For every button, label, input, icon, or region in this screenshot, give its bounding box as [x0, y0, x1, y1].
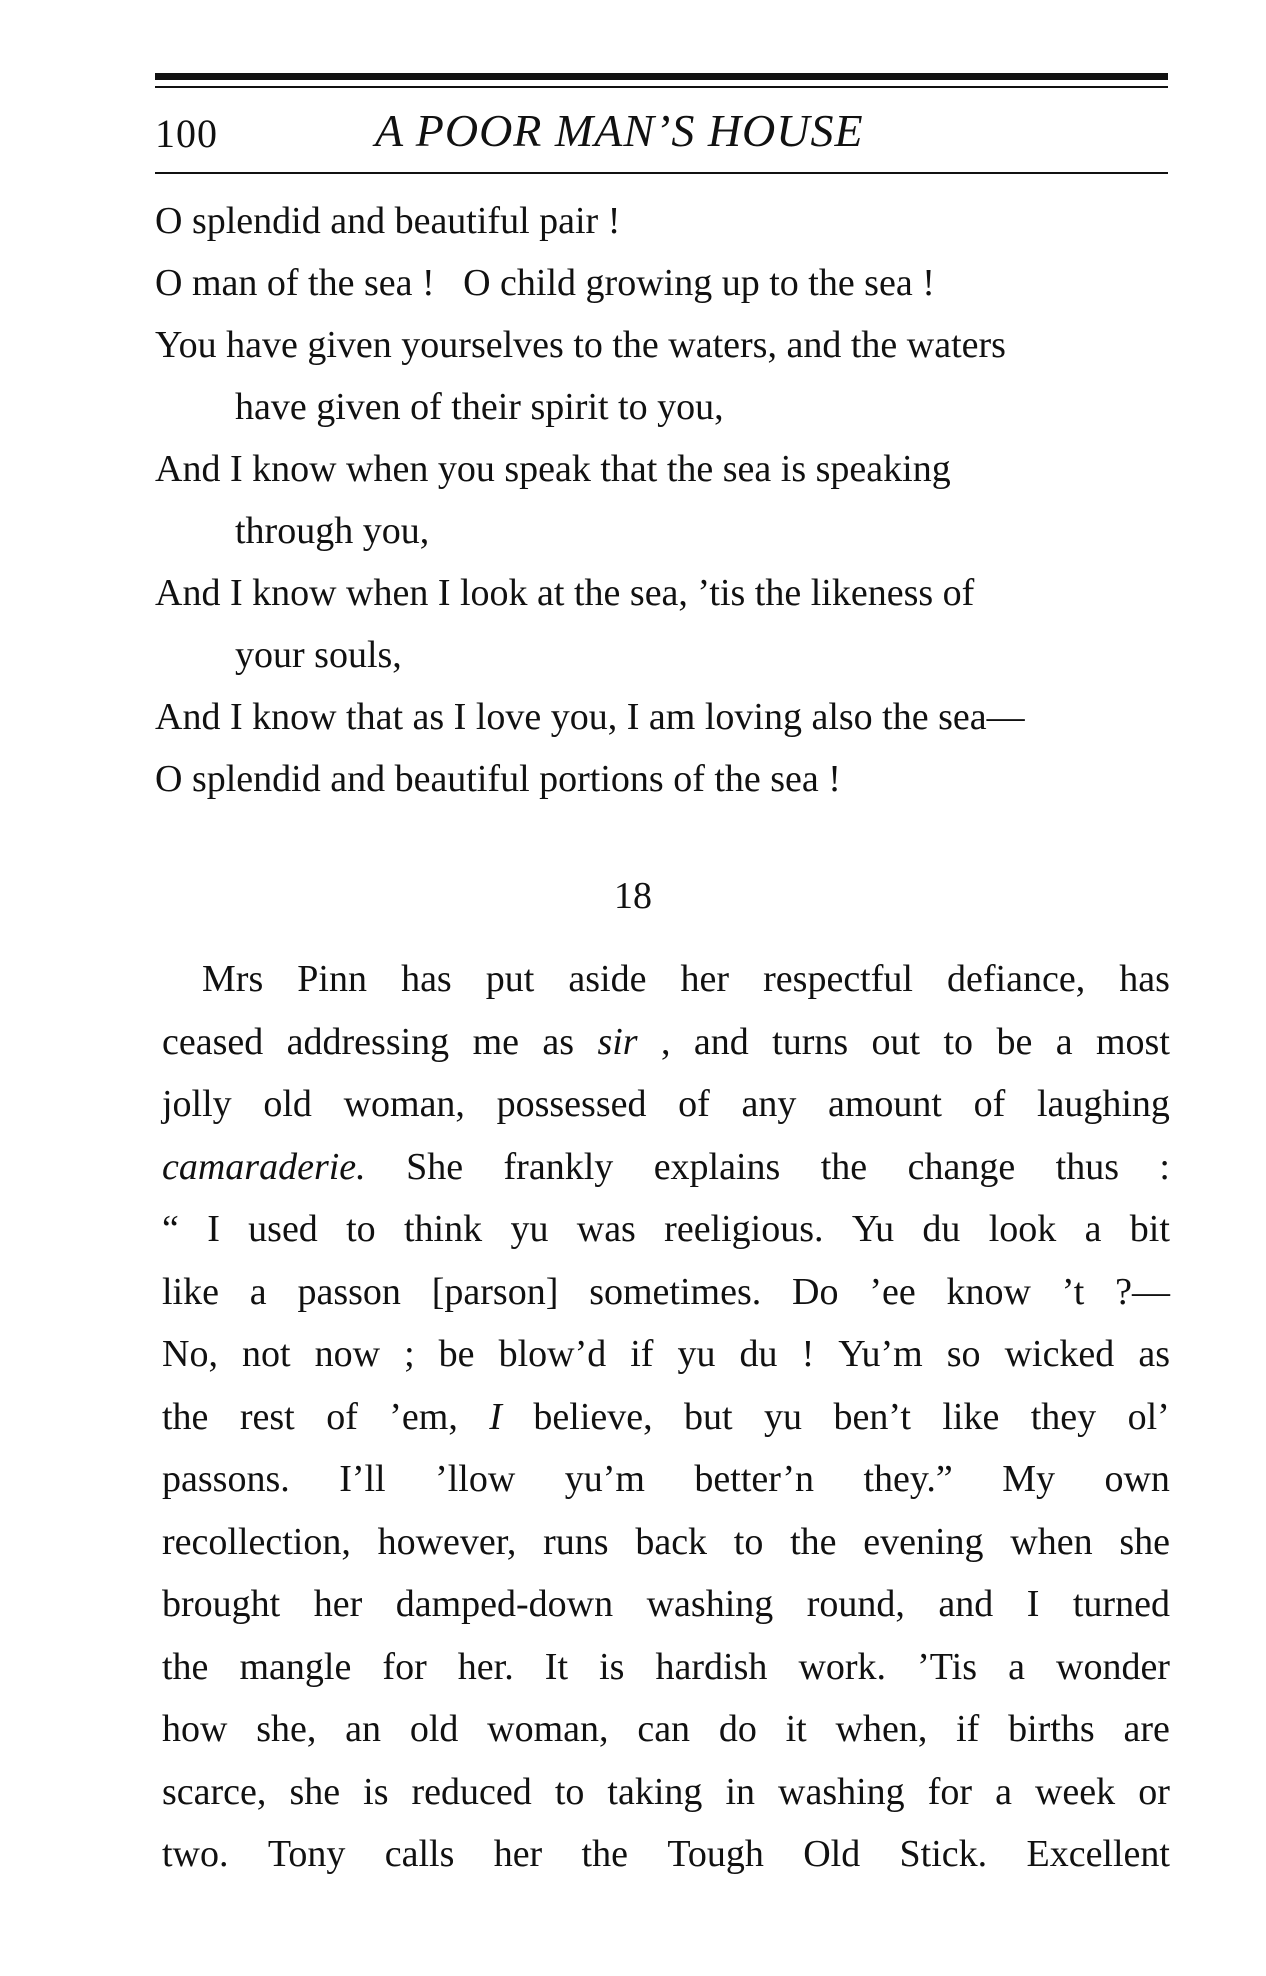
prose-line	[162, 1261, 1170, 1324]
prose-word: and	[693, 1020, 749, 1063]
prose-word: mangle	[239, 1645, 352, 1688]
prose-word: camaraderie.	[162, 1145, 366, 1188]
prose-word: amount	[827, 1083, 942, 1125]
prose-word: so	[946, 1333, 981, 1375]
prose-word: brought	[162, 1583, 281, 1625]
prose-word: used	[248, 1208, 318, 1250]
prose-word: know	[946, 1270, 1031, 1313]
prose-word: Mrs	[202, 958, 264, 1000]
prose-word: Yu’m	[838, 1333, 923, 1375]
prose-word: like	[162, 1270, 219, 1313]
prose-word: ’ee	[869, 1270, 916, 1313]
prose-word: she	[289, 1770, 341, 1813]
prose-word: was	[576, 1208, 636, 1250]
prose-word: for	[927, 1770, 973, 1813]
prose-word: can	[637, 1708, 691, 1750]
prose-word: to	[554, 1770, 585, 1813]
prose-word: the	[581, 1833, 628, 1875]
prose-word: du	[922, 1208, 961, 1250]
prose-word: her.	[457, 1645, 514, 1688]
prose-word: two.	[162, 1833, 229, 1875]
prose-word: of	[326, 1395, 358, 1438]
prose-word: ’em,	[389, 1395, 458, 1438]
prose-word: yu	[764, 1395, 803, 1438]
prose-word: when	[1010, 1520, 1093, 1563]
prose-word: old	[409, 1708, 459, 1750]
prose-word: her	[493, 1833, 543, 1875]
prose-word: passon	[297, 1270, 401, 1313]
prose-word: she	[1119, 1520, 1170, 1563]
prose-word: a	[1055, 1020, 1073, 1063]
prose-word: the	[820, 1145, 868, 1188]
prose-line	[162, 1761, 1170, 1824]
prose-word: the	[162, 1395, 209, 1438]
poem-line: O splendid and beautiful pair !	[155, 200, 621, 242]
prose-word: be	[996, 1020, 1033, 1063]
prose-word: ?—	[1115, 1270, 1170, 1313]
poem-block	[155, 190, 1170, 810]
prose-word: I	[1026, 1583, 1040, 1625]
prose-word: hardish	[655, 1645, 768, 1688]
prose-word: if	[630, 1333, 654, 1375]
prose-word: addressing	[286, 1020, 450, 1063]
prose-word: Pinn	[297, 958, 367, 1000]
prose-word: Yu	[851, 1208, 895, 1250]
prose-word: most	[1095, 1020, 1170, 1063]
prose-word: ben’t	[833, 1395, 911, 1438]
prose-word: laughing	[1036, 1083, 1170, 1125]
prose-word: are	[1123, 1708, 1170, 1750]
prose-word: of	[973, 1083, 1006, 1125]
prose-line	[162, 1011, 1170, 1074]
prose-word: old	[263, 1083, 312, 1125]
prose-word: damped-down	[395, 1583, 614, 1625]
prose-word: reduced	[411, 1770, 532, 1813]
prose-word: rest	[239, 1395, 295, 1438]
prose-word: she,	[256, 1708, 317, 1750]
prose-word: She	[406, 1145, 464, 1188]
prose-word: week	[1034, 1770, 1116, 1813]
prose-word: better’n	[694, 1458, 814, 1500]
prose-word: when,	[835, 1708, 928, 1750]
prose-word: wonder	[1056, 1645, 1170, 1688]
prose-word: It	[544, 1645, 569, 1688]
prose-word: du	[739, 1333, 778, 1375]
prose-word: work.	[798, 1645, 887, 1688]
prose-word: passons.	[162, 1458, 290, 1500]
prose-word: Tony	[267, 1833, 346, 1875]
prose-word: taking	[607, 1770, 703, 1813]
prose-word: yu	[677, 1333, 716, 1375]
prose-word: any	[741, 1083, 797, 1125]
prose-line	[162, 1511, 1170, 1574]
prose-word: !	[801, 1333, 815, 1375]
prose-word: washing	[646, 1583, 774, 1625]
prose-word: they.”	[863, 1458, 953, 1500]
prose-word: a	[249, 1270, 267, 1313]
prose-line	[162, 1636, 1170, 1699]
prose-word: to	[943, 1020, 974, 1063]
prose-word: they	[1030, 1395, 1097, 1438]
prose-line	[162, 1323, 1170, 1386]
prose-line	[162, 1073, 1170, 1136]
prose-word: explains	[653, 1145, 781, 1188]
prose-word: reeligious.	[664, 1208, 824, 1250]
prose-line	[162, 1823, 1170, 1886]
prose-word: sir	[597, 1020, 638, 1063]
prose-word: of	[678, 1083, 710, 1125]
prose-word: ,	[660, 1020, 671, 1063]
prose-word: [parson]	[431, 1270, 559, 1313]
prose-word: how	[162, 1708, 228, 1750]
prose-word: possessed	[496, 1083, 647, 1125]
prose-word: yu’m	[564, 1458, 645, 1500]
prose-word: washing	[778, 1770, 905, 1813]
header-rule-thick	[155, 73, 1168, 80]
prose-word: ol’	[1127, 1395, 1170, 1438]
prose-word: sometimes.	[589, 1270, 762, 1313]
prose-line	[162, 1386, 1170, 1449]
prose-word: thus	[1055, 1145, 1119, 1188]
prose-word: to	[733, 1520, 764, 1563]
poem-line: have given of their spirit to you,	[235, 386, 724, 428]
poem-line: And I know that as I love you, I am loving also the sea—	[155, 696, 1025, 738]
prose-word: is	[599, 1645, 625, 1688]
section-number: 18	[614, 875, 652, 917]
prose-word: her	[680, 958, 730, 1000]
prose-word: believe,	[533, 1395, 653, 1438]
prose-word: ceased	[162, 1020, 264, 1063]
prose-word: woman,	[487, 1708, 609, 1750]
prose-word: a	[995, 1770, 1012, 1813]
prose-word: however,	[377, 1520, 517, 1563]
prose-word: out	[871, 1020, 921, 1063]
prose-word: woman,	[343, 1083, 465, 1125]
prose-word: births	[1008, 1708, 1095, 1750]
poem-line: through you,	[235, 510, 430, 552]
prose-word: change	[907, 1145, 1016, 1188]
prose-line	[162, 1448, 1170, 1511]
prose-word: round,	[806, 1583, 905, 1625]
prose-word: I	[207, 1208, 220, 1250]
prose-word: think	[404, 1208, 483, 1250]
prose-word: her	[313, 1583, 363, 1625]
prose-word: scarce,	[162, 1770, 267, 1813]
prose-word: I	[489, 1395, 502, 1438]
prose-word: I’ll	[339, 1458, 386, 1500]
prose-word: evening	[863, 1520, 984, 1563]
prose-line	[162, 1573, 1170, 1636]
running-title: A POOR MAN’S HOUSE	[375, 105, 864, 156]
prose-word: me	[472, 1020, 520, 1063]
prose-word: but	[684, 1395, 733, 1438]
prose-word: the	[790, 1520, 837, 1563]
prose-word: now	[314, 1333, 381, 1375]
prose-word: a	[1008, 1645, 1025, 1688]
prose-word: in	[725, 1770, 755, 1813]
prose-word: runs	[543, 1520, 609, 1563]
prose-word: like	[942, 1395, 1000, 1438]
prose-word: own	[1104, 1458, 1170, 1500]
prose-word: My	[1002, 1458, 1056, 1500]
prose-word: has	[1119, 958, 1170, 1000]
prose-word: and	[938, 1583, 994, 1625]
poem-line: And I know when you speak that the sea is speaking	[155, 448, 951, 490]
prose-line	[162, 1198, 1170, 1261]
prose-word: as	[542, 1020, 575, 1063]
prose-word: back	[635, 1520, 708, 1563]
header-rule-thin	[155, 86, 1168, 88]
prose-word: yu	[510, 1208, 549, 1250]
prose-word: look	[988, 1208, 1057, 1250]
prose-word: wicked	[1004, 1333, 1115, 1375]
prose-word: put	[485, 958, 535, 1000]
poem-line: O man of the sea ! O child growing up to the sea !	[155, 262, 935, 304]
prose-word: or	[1138, 1770, 1170, 1813]
prose-word: it	[785, 1708, 807, 1750]
prose-word: ’t	[1061, 1270, 1085, 1313]
prose-word: frankly	[503, 1145, 614, 1188]
prose-word: bit	[1129, 1208, 1170, 1250]
prose-word: a	[1084, 1208, 1102, 1250]
prose-word: “	[162, 1208, 179, 1250]
prose-word: No,	[162, 1333, 218, 1375]
poem-line: O splendid and beautiful portions of the sea !	[155, 758, 841, 800]
prose-line	[162, 1698, 1170, 1761]
prose-word: ’Tis	[917, 1645, 977, 1688]
page-number: 100	[155, 111, 218, 156]
prose-word: calls	[384, 1833, 455, 1875]
prose-word: Excellent	[1026, 1833, 1170, 1875]
prose-word: Tough	[667, 1833, 764, 1875]
prose-word: blow’d	[498, 1333, 607, 1375]
prose-word: be	[438, 1333, 475, 1375]
poem-line: You have given yourselves to the waters, and the waters	[155, 324, 1006, 366]
prose-word: do	[718, 1708, 757, 1750]
prose-word: Stick.	[899, 1833, 988, 1875]
prose-word: ;	[404, 1333, 415, 1375]
prose-word: turns	[772, 1020, 849, 1063]
prose-word: ’llow	[435, 1458, 516, 1500]
prose-word: for	[382, 1645, 427, 1688]
prose-word: an	[345, 1708, 382, 1750]
prose-word: as	[1138, 1333, 1170, 1375]
prose-word: not	[241, 1333, 291, 1375]
header-underline	[155, 172, 1168, 174]
prose-paragraph	[162, 948, 1170, 1886]
prose-word: :	[1159, 1145, 1170, 1188]
prose-word: is	[363, 1770, 389, 1813]
prose-word: defiance,	[947, 958, 1086, 1000]
prose-word: turned	[1072, 1583, 1170, 1625]
poem-line: And I know when I look at the sea, ’tis the likeness of	[155, 572, 975, 614]
prose-word: has	[401, 958, 452, 1000]
prose-word: recollection,	[162, 1520, 351, 1563]
prose-word: Old	[803, 1833, 861, 1875]
poem-line: your souls,	[235, 634, 402, 676]
prose-line	[162, 1136, 1170, 1199]
prose-word: Do	[792, 1270, 839, 1313]
prose-word: respectful	[763, 958, 913, 1000]
prose-word: the	[162, 1645, 209, 1688]
prose-word: aside	[568, 958, 647, 1000]
prose-word: to	[346, 1208, 376, 1250]
prose-word: jolly	[162, 1083, 232, 1125]
prose-word: if	[956, 1708, 980, 1750]
prose-line	[162, 948, 1170, 1011]
